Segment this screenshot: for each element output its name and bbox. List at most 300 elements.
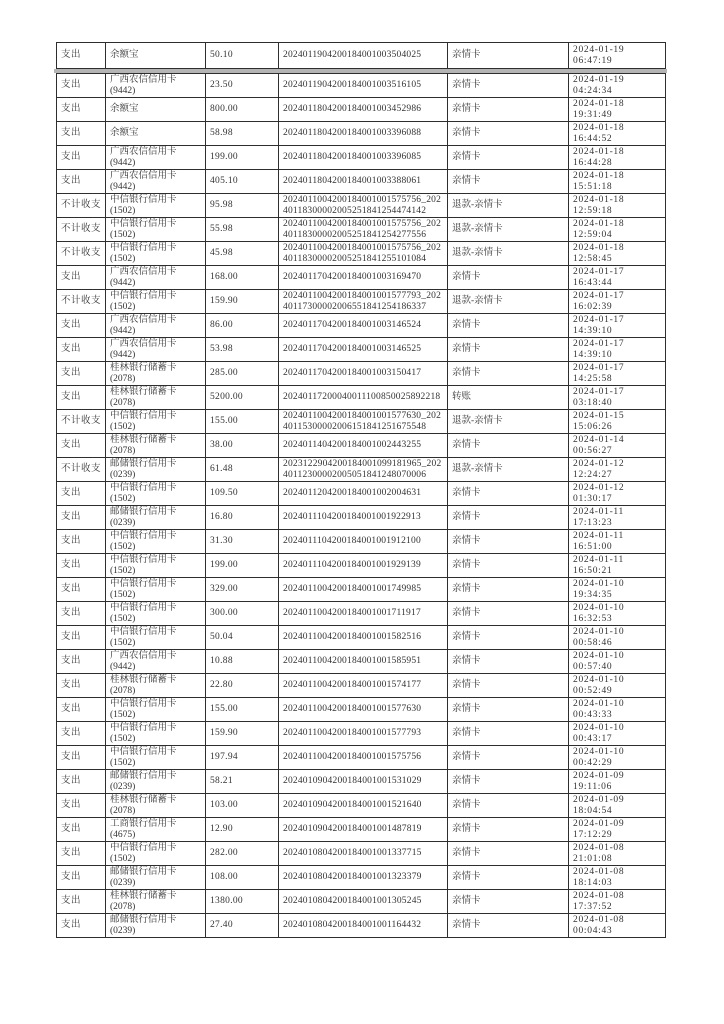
table-row [57,842,666,866]
transaction-time: 12:59:18 [573,205,613,216]
cell-payment-category: 退款-亲情卡 [448,218,569,242]
cell-amount: 45.98 [206,242,279,266]
cell-transaction-id: 2024011204200184001002004631 [279,482,448,506]
transaction-date: 2024-01-14 [573,434,625,445]
table-row [57,506,666,530]
cell-account-name [106,722,206,746]
table-row [57,266,666,290]
cell-amount: 199.00 [206,146,279,170]
cell-transaction-id: 2024010804200184001001164432 [279,914,448,938]
transaction-date: 2024-01-17 [573,314,625,325]
cell-account-name [106,458,206,482]
account-bank-name: 余额宝 [110,104,139,114]
cell-amount: 103.00 [206,794,279,818]
cell-account-name [106,626,206,650]
cell-datetime [569,674,666,698]
cell-expense-type: 支出 [57,674,106,698]
transaction-time: 00:04:43 [573,925,613,936]
cell-expense-type: 支出 [57,914,106,938]
account-bank-name: 中信银行信用卡 [110,218,177,229]
cell-datetime [569,482,666,506]
transaction-date: 2024-01-18 [573,194,625,205]
table-row [57,146,666,170]
transaction-time: 01:30:17 [573,493,613,504]
cell-payment-category: 亲情卡 [448,866,569,890]
account-bank-name: 中信银行信用卡 [110,410,177,421]
cell-account-name [106,530,206,554]
cell-account-name [106,602,206,626]
account-card-number: (1502) [110,757,136,768]
cell-transaction-id: 2024011104200184001001912100 [279,530,448,554]
cell-amount: 38.00 [206,434,279,458]
transaction-time: 16:32:53 [573,613,613,624]
transaction-time: 14:39:10 [573,325,613,336]
cell-amount: 1380.00 [206,890,279,914]
cell-amount: 58.98 [206,122,279,146]
transaction-time: 16:02:39 [573,301,613,312]
table-row [57,914,666,938]
cell-account-name [106,338,206,362]
cell-expense-type: 支出 [57,866,106,890]
cell-datetime [569,43,666,69]
cell-account-name [106,674,206,698]
account-bank-name: 邮储银行信用卡 [110,458,177,469]
table-row [57,866,666,890]
account-card-number: (1502) [110,229,136,240]
transaction-time: 00:56:27 [573,445,613,456]
cell-account-name [106,794,206,818]
cell-account-name [106,170,206,194]
cell-amount: 58.21 [206,770,279,794]
account-bank-name: 广西农信信用卡 [110,314,177,325]
cell-transaction-id: 2024011704200184001003169470 [279,266,448,290]
cell-expense-type: 支出 [57,746,106,770]
cell-payment-category: 亲情卡 [448,746,569,770]
cell-transaction-id: 2024011704200184001003146524 [279,314,448,338]
cell-amount: 53.98 [206,338,279,362]
transaction-date: 2024-01-08 [573,866,625,877]
account-card-number: (9442) [110,181,136,192]
cell-expense-type: 不计收支 [57,410,106,434]
transaction-time: 00:42:29 [573,757,613,768]
account-card-number: (1502) [110,421,136,432]
cell-account-name [106,914,206,938]
cell-account-name [106,410,206,434]
cell-transaction-id: 2024011004200184001001575756 [279,746,448,770]
table-row [57,98,666,122]
cell-amount: 800.00 [206,98,279,122]
table-row [57,122,666,146]
transactions-table-main-fragment [56,73,666,938]
account-card-number: (0239) [110,877,136,888]
cell-datetime [569,434,666,458]
cell-account-name [106,362,206,386]
account-card-number: (9442) [110,277,136,288]
account-bank-name: 桂林银行储蓄卡 [110,794,177,805]
cell-amount: 300.00 [206,602,279,626]
transaction-time: 16:43:44 [573,277,613,288]
cell-transaction-id: 20240117200040011100850025892218 [279,386,448,410]
cell-expense-type: 支出 [57,146,106,170]
table-row [57,43,666,69]
transaction-time: 17:12:29 [573,829,613,840]
account-bank-name: 邮储银行信用卡 [110,914,177,925]
table-row [57,698,666,722]
cell-transaction-id: 2024010904200184001001531029 [279,770,448,794]
transaction-time: 16:51:00 [573,541,613,552]
cell-payment-category: 亲情卡 [448,722,569,746]
cell-datetime [569,218,666,242]
account-bank-name: 工商银行信用卡 [110,818,177,829]
account-bank-name: 桂林银行储蓄卡 [110,386,177,397]
cell-datetime [569,338,666,362]
transaction-date: 2024-01-09 [573,794,625,805]
transaction-date: 2024-01-15 [573,410,625,421]
transaction-time: 04:24:34 [573,85,613,96]
transaction-date: 2024-01-10 [573,626,625,637]
transaction-date: 2024-01-10 [573,698,625,709]
cell-account-name [106,698,206,722]
cell-payment-category: 亲情卡 [448,362,569,386]
cell-datetime [569,194,666,218]
table-row [57,218,666,242]
cell-expense-type: 支出 [57,74,106,98]
account-bank-name: 广西农信信用卡 [110,650,177,661]
cell-payment-category: 退款-亲情卡 [448,242,569,266]
cell-account-name [106,650,206,674]
cell-payment-category: 亲情卡 [448,530,569,554]
account-bank-name: 广西农信信用卡 [110,74,177,85]
account-card-number: (1502) [110,301,136,312]
transaction-time: 12:58:45 [573,253,613,264]
account-card-number: (1502) [110,565,136,576]
cell-expense-type: 支出 [57,818,106,842]
account-bank-name: 中信银行信用卡 [110,722,177,733]
table-row [57,794,666,818]
cell-amount: 23.50 [206,74,279,98]
transaction-date: 2024-01-17 [573,266,625,277]
cell-account-name [106,146,206,170]
account-bank-name: 邮储银行信用卡 [110,506,177,517]
cell-expense-type: 不计收支 [57,242,106,266]
transaction-time: 19:34:35 [573,589,613,600]
cell-transaction-id: 2024011404200184001002443255 [279,434,448,458]
cell-datetime [569,650,666,674]
cell-transaction-id: 2024011704200184001003150417 [279,362,448,386]
transaction-date: 2024-01-11 [573,506,624,517]
transaction-time: 15:51:18 [573,181,613,192]
cell-transaction-id: 2024010904200184001001521640 [279,794,448,818]
cell-expense-type: 支出 [57,602,106,626]
cell-amount: 108.00 [206,866,279,890]
transaction-time: 03:18:40 [573,397,613,408]
transaction-date: 2024-01-08 [573,890,625,901]
cell-transaction-id: 2024011804200184001003396085 [279,146,448,170]
account-card-number: (1502) [110,541,136,552]
cell-transaction-id: 2024010804200184001001323379 [279,866,448,890]
cell-datetime [569,890,666,914]
transaction-date: 2024-01-17 [573,290,625,301]
table-row [57,770,666,794]
transaction-time: 06:47:19 [573,55,613,66]
cell-datetime [569,602,666,626]
account-bank-name: 中信银行信用卡 [110,242,177,253]
cell-transaction-id: 2024010804200184001001305245 [279,890,448,914]
account-bank-name: 桂林银行储蓄卡 [110,434,177,445]
account-card-number: (1502) [110,853,136,864]
cell-amount: 31.30 [206,530,279,554]
transaction-date: 2024-01-10 [573,674,625,685]
account-bank-name: 中信银行信用卡 [110,530,177,541]
transaction-date: 2024-01-12 [573,458,625,469]
table-row [57,290,666,314]
cell-transaction-id: 2024011004200184001001577793_20240117300002006551841254186337 [279,290,448,314]
cell-expense-type: 支出 [57,554,106,578]
cell-datetime [569,242,666,266]
account-bank-name: 中信银行信用卡 [110,554,177,565]
table-row [57,650,666,674]
cell-amount: 50.10 [206,43,279,69]
cell-payment-category: 亲情卡 [448,602,569,626]
account-bank-name: 中信银行信用卡 [110,290,177,301]
table-row [57,194,666,218]
account-card-number: (2078) [110,373,136,384]
cell-expense-type: 不计收支 [57,290,106,314]
account-card-number: (0239) [110,925,136,936]
account-bank-name: 邮储银行信用卡 [110,770,177,781]
cell-expense-type: 支出 [57,506,106,530]
transaction-date: 2024-01-08 [573,914,625,925]
transaction-time: 18:14:03 [573,877,613,888]
account-card-number: (0239) [110,517,136,528]
cell-payment-category: 退款-亲情卡 [448,410,569,434]
table-row [57,530,666,554]
cell-amount: 10.88 [206,650,279,674]
cell-expense-type: 支出 [57,122,106,146]
transaction-time: 00:43:33 [573,709,613,720]
table-row [57,626,666,650]
cell-transaction-id: 2024011804200184001003452986 [279,98,448,122]
transaction-date: 2024-01-17 [573,386,625,397]
transaction-time: 19:11:06 [573,781,613,792]
cell-payment-category: 亲情卡 [448,98,569,122]
cell-datetime [569,818,666,842]
cell-datetime [569,866,666,890]
cell-expense-type: 支出 [57,266,106,290]
cell-expense-type: 支出 [57,578,106,602]
cell-transaction-id: 2024011904200184001003516105 [279,74,448,98]
cell-account-name [106,194,206,218]
transaction-date: 2024-01-10 [573,650,625,661]
cell-transaction-id: 2024011104200184001001922913 [279,506,448,530]
cell-datetime [569,626,666,650]
account-card-number: (1502) [110,253,136,264]
cell-datetime [569,458,666,482]
cell-expense-type: 不计收支 [57,218,106,242]
cell-transaction-id: 2024011004200184001001585951 [279,650,448,674]
cell-datetime [569,578,666,602]
cell-payment-category: 亲情卡 [448,890,569,914]
account-bank-name: 桂林银行储蓄卡 [110,890,177,901]
cell-payment-category: 亲情卡 [448,698,569,722]
table-row [57,746,666,770]
cell-expense-type: 支出 [57,170,106,194]
table-row [57,74,666,98]
transaction-time: 16:44:28 [573,157,613,168]
cell-amount: 12.90 [206,818,279,842]
account-card-number: (9442) [110,157,136,168]
table-row [57,386,666,410]
cell-transaction-id: 2024011004200184001001577630_20240115300002006151841251675548 [279,410,448,434]
cell-account-name [106,866,206,890]
transaction-date: 2024-01-18 [573,242,625,253]
transaction-date: 2024-01-11 [573,554,624,565]
cell-account-name [106,122,206,146]
account-bank-name: 广西农信信用卡 [110,170,177,181]
account-bank-name: 中信银行信用卡 [110,602,177,613]
transaction-time: 14:39:10 [573,349,613,360]
cell-amount: 5200.00 [206,386,279,410]
account-card-number: (0239) [110,781,136,792]
account-card-number: (1502) [110,613,136,624]
cell-datetime [569,842,666,866]
cell-datetime [569,290,666,314]
transaction-date: 2024-01-10 [573,602,625,613]
account-bank-name: 广西农信信用卡 [110,266,177,277]
cell-expense-type: 支出 [57,314,106,338]
cell-transaction-id: 2024011004200184001001577630 [279,698,448,722]
table-row [57,170,666,194]
account-card-number: (9442) [110,85,136,96]
cell-transaction-id: 2024011804200184001003396088 [279,122,448,146]
cell-payment-category: 亲情卡 [448,914,569,938]
account-bank-name: 桂林银行储蓄卡 [110,362,177,373]
account-bank-name: 广西农信信用卡 [110,338,177,349]
table-row [57,434,666,458]
cell-expense-type: 支出 [57,722,106,746]
transaction-date: 2024-01-18 [573,146,625,157]
transaction-date: 2024-01-19 [573,74,625,85]
cell-transaction-id: 2024011104200184001001929139 [279,554,448,578]
account-bank-name: 中信银行信用卡 [110,194,177,205]
cell-account-name [106,554,206,578]
transaction-date: 2024-01-18 [573,170,625,181]
cell-expense-type: 支出 [57,98,106,122]
cell-amount: 159.90 [206,722,279,746]
cell-payment-category: 亲情卡 [448,314,569,338]
cell-payment-category: 亲情卡 [448,578,569,602]
cell-payment-category: 亲情卡 [448,482,569,506]
cell-datetime [569,314,666,338]
cell-datetime [569,386,666,410]
cell-datetime [569,266,666,290]
transaction-date: 2024-01-10 [573,722,625,733]
account-card-number: (1502) [110,493,136,504]
cell-amount: 22.80 [206,674,279,698]
cell-amount: 61.48 [206,458,279,482]
cell-amount: 329.00 [206,578,279,602]
cell-payment-category: 亲情卡 [448,506,569,530]
transaction-time: 00:58:46 [573,637,613,648]
account-card-number: (2078) [110,805,136,816]
cell-expense-type: 支出 [57,386,106,410]
cell-payment-category: 亲情卡 [448,266,569,290]
account-bank-name: 中信银行信用卡 [110,698,177,709]
cell-transaction-id: 2024010804200184001001337715 [279,842,448,866]
cell-payment-category: 转账 [448,386,569,410]
cell-transaction-id: 2024011904200184001003504025 [279,43,448,69]
cell-account-name [106,818,206,842]
cell-payment-category: 亲情卡 [448,770,569,794]
cell-amount: 199.00 [206,554,279,578]
table-row [57,578,666,602]
cell-payment-category: 亲情卡 [448,626,569,650]
cell-payment-category: 亲情卡 [448,170,569,194]
cell-expense-type: 支出 [57,482,106,506]
cell-expense-type: 支出 [57,890,106,914]
table-row [57,674,666,698]
cell-amount: 155.00 [206,410,279,434]
cell-amount: 109.50 [206,482,279,506]
cell-expense-type: 不计收支 [57,458,106,482]
account-bank-name: 广西农信信用卡 [110,146,177,157]
account-card-number: (1502) [110,733,136,744]
cell-account-name [106,842,206,866]
transaction-time: 21:01:08 [573,853,613,864]
transaction-date: 2024-01-12 [573,482,625,493]
cell-amount: 86.00 [206,314,279,338]
cell-datetime [569,506,666,530]
transaction-date: 2024-01-11 [573,530,624,541]
transaction-time: 17:13:23 [573,517,613,528]
cell-datetime [569,914,666,938]
table-row [57,554,666,578]
cell-amount: 159.90 [206,290,279,314]
cell-datetime [569,530,666,554]
account-bank-name: 余额宝 [110,128,139,138]
cell-datetime [569,98,666,122]
account-bank-name: 中信银行信用卡 [110,842,177,853]
cell-payment-category: 亲情卡 [448,43,569,69]
account-bank-name: 中信银行信用卡 [110,746,177,757]
cell-datetime [569,554,666,578]
table-row [57,482,666,506]
cell-payment-category: 退款-亲情卡 [448,458,569,482]
cell-account-name [106,890,206,914]
transaction-time: 12:59:04 [573,229,613,240]
transaction-time: 15:06:26 [573,421,613,432]
cell-expense-type: 支出 [57,698,106,722]
cell-account-name [106,578,206,602]
transaction-date: 2024-01-09 [573,770,625,781]
cell-datetime [569,146,666,170]
table-row [57,602,666,626]
transaction-time: 19:31:49 [573,109,613,120]
cell-payment-category: 亲情卡 [448,818,569,842]
cell-transaction-id: 2024011704200184001003146525 [279,338,448,362]
cell-transaction-id: 2024011004200184001001575756_20240118300002005251841254474142 [279,194,448,218]
cell-amount: 27.40 [206,914,279,938]
cell-payment-category: 亲情卡 [448,674,569,698]
cell-transaction-id: 2024011004200184001001749985 [279,578,448,602]
cell-datetime [569,74,666,98]
cell-account-name [106,98,206,122]
cell-amount: 197.94 [206,746,279,770]
cell-payment-category: 亲情卡 [448,338,569,362]
transaction-time: 14:25:58 [573,373,613,384]
account-card-number: (2078) [110,445,136,456]
cell-datetime [569,698,666,722]
